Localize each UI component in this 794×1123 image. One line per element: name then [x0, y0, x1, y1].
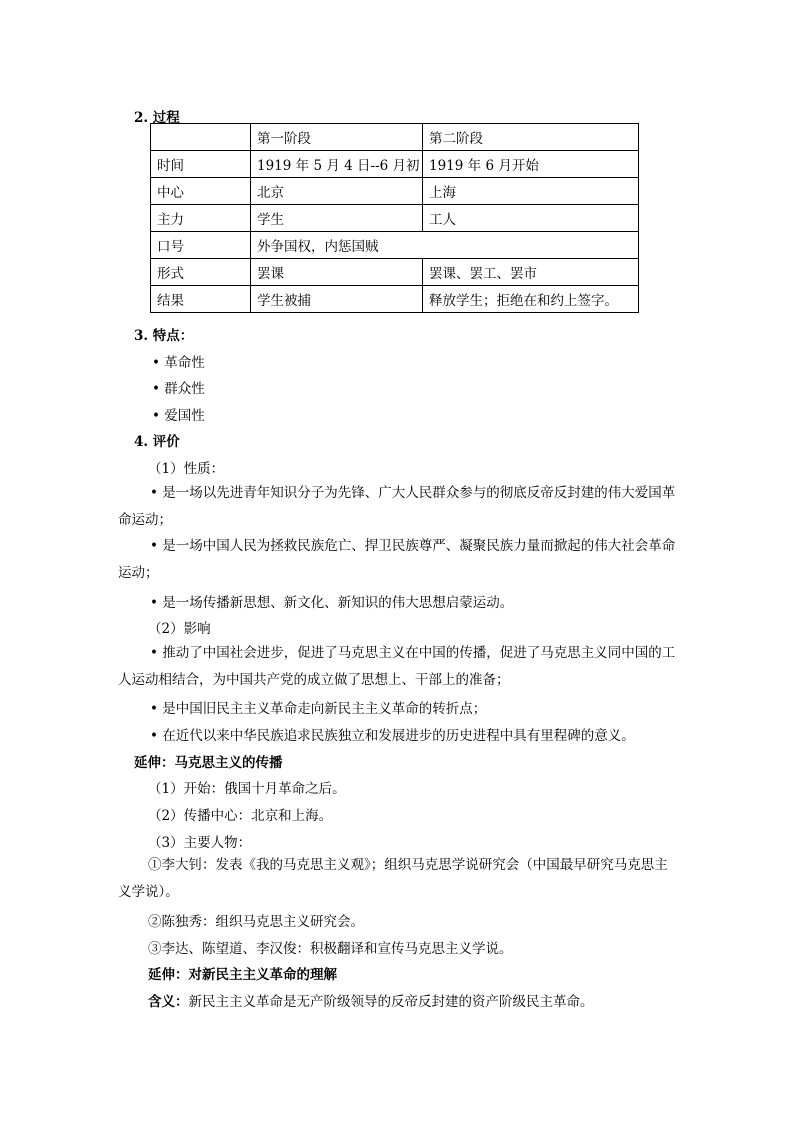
table-row: [151, 232, 639, 259]
list-item: • 革命性: [152, 355, 205, 371]
subheading-nature: （1）性质：: [148, 461, 225, 477]
table-cell: 中心: [151, 178, 251, 205]
table-cell: 1919 年 5 月 4 日--6 月初: [251, 151, 423, 178]
table-header-row: [151, 124, 639, 151]
table-cell: 1919 年 6 月开始: [423, 151, 639, 178]
paragraph: ①李大钊：发表《我的马克思主义观》；组织马克思学说研究会（中国最早研究马克思主义学说）。: [118, 857, 668, 900]
paragraph-meaning: [148, 990, 594, 1010]
section-heading-evaluation: 4. 评价: [134, 434, 180, 450]
meaning-text: 新民主主义革命是无产阶级领导的反帝反封建的资产阶级民主革命。: [188, 994, 594, 1010]
table-cell: 时间: [151, 151, 251, 178]
table-cell: 形式: [151, 259, 251, 286]
paragraph: ②陈独秀：组织马克思主义研究会。: [148, 914, 364, 930]
table-cell: 工人: [423, 205, 639, 232]
table-row: [151, 205, 639, 232]
table-row: [151, 259, 639, 286]
table-cell: 学生被捕: [251, 286, 423, 313]
table-cell: 主力: [151, 205, 251, 232]
list-item: • 群众性: [152, 381, 205, 397]
meaning-label: 含义：: [148, 994, 189, 1010]
paragraph: • 是一场传播新思想、新文化、新知识的伟大思想启蒙运动。: [150, 595, 514, 611]
paragraph: （2）传播中心：北京和上海。: [148, 808, 333, 824]
table-cell: 第一阶段: [251, 124, 423, 151]
paragraph: • 推动了中国社会进步，促进了马克思主义在中国的传播，促进了马克思主义同中国的工人运动相结合，为中国共产党的成立做了思想上、干部上的准备；: [118, 645, 676, 688]
paragraph: • 是中国旧民主主义革命走向新民主主义革命的转折点；: [150, 701, 487, 717]
section-heading-process: 2. 过程: [134, 110, 180, 126]
paragraph: （1）开始：俄国十月革命之后。: [148, 781, 346, 797]
table-cell: 第二阶段: [423, 124, 639, 151]
table-row: [151, 178, 639, 205]
paragraph: （3）主要人物：: [148, 835, 252, 851]
paragraph: ③李达、陈望道、李汉俊：积极翻译和宣传马克思主义学说。: [148, 941, 513, 957]
table-cell: [151, 124, 251, 151]
table-cell: 上海: [423, 178, 639, 205]
table-cell-merged: 外争国权，内惩国贼: [251, 232, 639, 259]
table-cell: 罢课: [251, 259, 423, 286]
table-cell: 北京: [251, 178, 423, 205]
section-heading-extension-new-democratic: 延伸：对新民主主义革命的理解: [148, 967, 337, 983]
subheading-impact: （2）影响: [148, 621, 211, 637]
list-item: • 爱国性: [152, 408, 205, 424]
table-row: [151, 151, 639, 178]
table-cell: 学生: [251, 205, 423, 232]
paragraph: • 是一场中国人民为拯救民族危亡、捍卫民族尊严、凝聚民族力量而掀起的伟大社会革命运动；: [118, 538, 676, 581]
paragraph: • 是一场以先进青年知识分子为先锋、广大人民群众参与的彻底反帝反封建的伟大爱国革命运动；: [118, 485, 676, 528]
table-cell: 口号: [151, 232, 251, 259]
section-heading-extension-marxism: 延伸：马克思主义的传播: [134, 755, 283, 771]
process-table: [150, 123, 639, 313]
section-heading-features: 3. 特点：: [134, 328, 194, 344]
table-cell: 罢课、罢工、罢市: [423, 259, 639, 286]
table-cell: 释放学生；拒绝在和约上签字。: [423, 286, 639, 313]
table-row: [151, 286, 639, 313]
paragraph: • 在近代以来中华民族追求民族独立和发展进步的历史进程中具有里程碑的意义。: [150, 728, 635, 744]
table-cell: 结果: [151, 286, 251, 313]
